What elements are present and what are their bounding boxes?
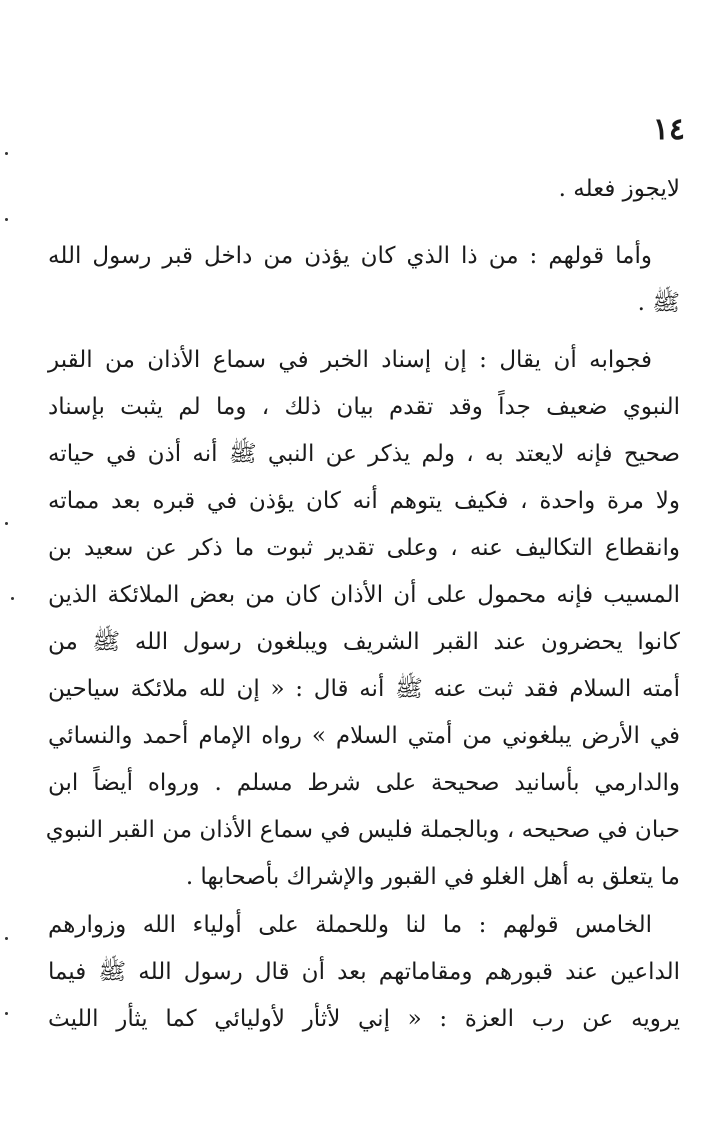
text-line: حبان في صحيحه ، وبالجملة فليس في سماع الأذان من القبر النبوي (45, 817, 680, 843)
scan-speck (5, 218, 8, 221)
text-line: والدارمي بأسانيد صحيحة على شرط مسلم . ورواه أيضاً ابن (48, 770, 680, 796)
text-line: وانقطاع التكاليف عنه ، وعلى تقدير ثبوت ما ذكر عن سعيد بن (48, 535, 680, 561)
scan-speck (5, 522, 8, 525)
text-line: أمته السلام فقد ثبت عنه ﷺ أنه قال : « إن لله ملائكة سياحين (48, 676, 680, 702)
text-line: ولا مرة واحدة ، فكيف يتوهم أنه كان يؤذن في قبره بعد مماته (48, 488, 680, 514)
text-line: النبوي ضعيف جداً وقد تقدم بيان ذلك ، وما لم يثبت بإسناد (48, 394, 680, 420)
text-line: وأما قولهم : من ذا الذي كان يؤذن من داخل قبر رسول الله (48, 243, 652, 269)
text-line: لايجوز فعله . (558, 176, 680, 202)
text-line: في الأرض يبلغوني من أمتي السلام » رواه الإمام أحمد والنسائي (48, 723, 680, 749)
paragraph-3 (45, 337, 680, 901)
paragraph-2 (48, 233, 680, 327)
paragraph-4 (48, 902, 680, 1043)
page-number: ١٤ (652, 112, 685, 147)
paragraph-1 (48, 166, 680, 213)
text-line: المسيب فإنه محمول على أن الأذان كان من بعض الملائكة الذين (48, 582, 680, 608)
text-line: فجوابه أن يقال : إن إسناد الخبر في سماع الأذان من القبر (48, 347, 652, 373)
scan-speck (5, 1012, 8, 1015)
text-line: ﷺ . (637, 290, 680, 316)
text-line: كانوا يحضرون عند القبر الشريف ويبلغون رسول الله ﷺ من (48, 629, 680, 655)
text-line: صحيح فإنه لايعتد به ، ولم يذكر عن النبي ﷺ أنه أذن في حياته (48, 441, 680, 467)
text-line: الخامس قولهم : ما لنا وللحملة على أولياء الله وزوارهم (48, 912, 652, 938)
text-line: ما يتعلق به أهل الغلو في القبور والإشراك بأصحابها . (185, 864, 680, 890)
scan-speck (5, 152, 8, 155)
text-line: الداعين عند قبورهم ومقاماتهم بعد أن قال رسول الله ﷺ فيما (48, 959, 680, 985)
scan-speck (5, 937, 8, 940)
scan-speck (11, 597, 14, 600)
text-line: يرويه عن رب العزة : « إني لأثأر لأوليائي كما يثأر الليث (48, 1006, 680, 1032)
